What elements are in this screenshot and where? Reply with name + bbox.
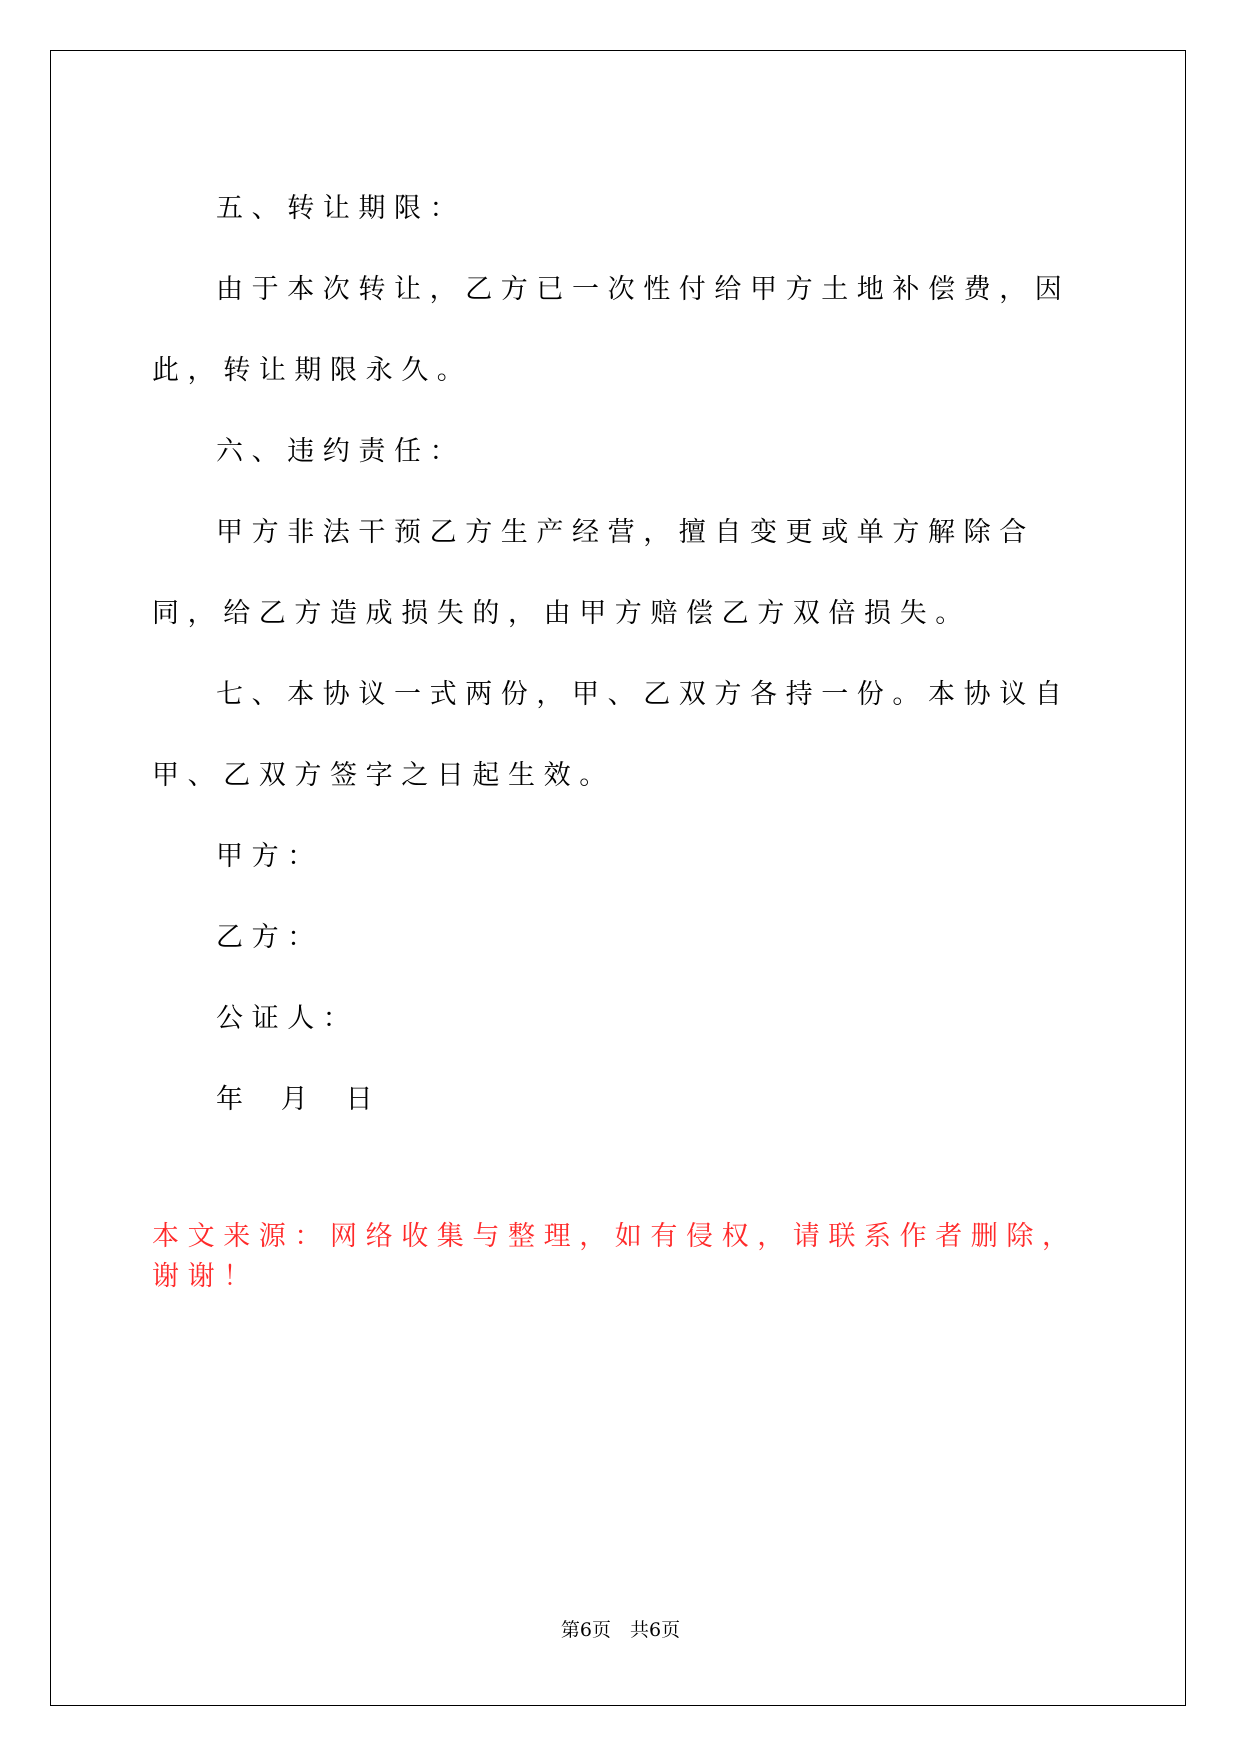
paragraph-breach-liability: 甲方非法干预乙方生产经营，擅自变更或单方解除合同，给乙方造成损失的，由甲方赔偿乙方双倍损失。 — [152, 517, 1035, 629]
signature-date: 年 月 日 — [216, 1084, 382, 1115]
signature-notary: 公证人： — [216, 1003, 359, 1034]
paragraph-transfer-term: 由于本次转让，乙方已一次性付给甲方土地补偿费，因此，转让期限永久。 — [152, 274, 1071, 386]
section-heading-breach-liability: 六、违约责任： — [216, 436, 466, 467]
source-note: 本文来源：网络收集与整理，如有侵权，请联系作者删除，谢谢！ — [152, 1221, 1078, 1292]
signature-party-b: 乙方： — [216, 922, 323, 953]
signature-party-a: 甲方： — [216, 841, 323, 872]
document-body — [152, 168, 1097, 1140]
page-number-footer: 第6页 共6页 — [560, 1619, 681, 1641]
section-heading-transfer-term: 五、转让期限： — [216, 193, 466, 224]
paragraph-copies-effective: 七、本协议一式两份，甲、乙双方各持一份。本协议自甲、乙双方签字之日起生效。 — [152, 679, 1071, 791]
